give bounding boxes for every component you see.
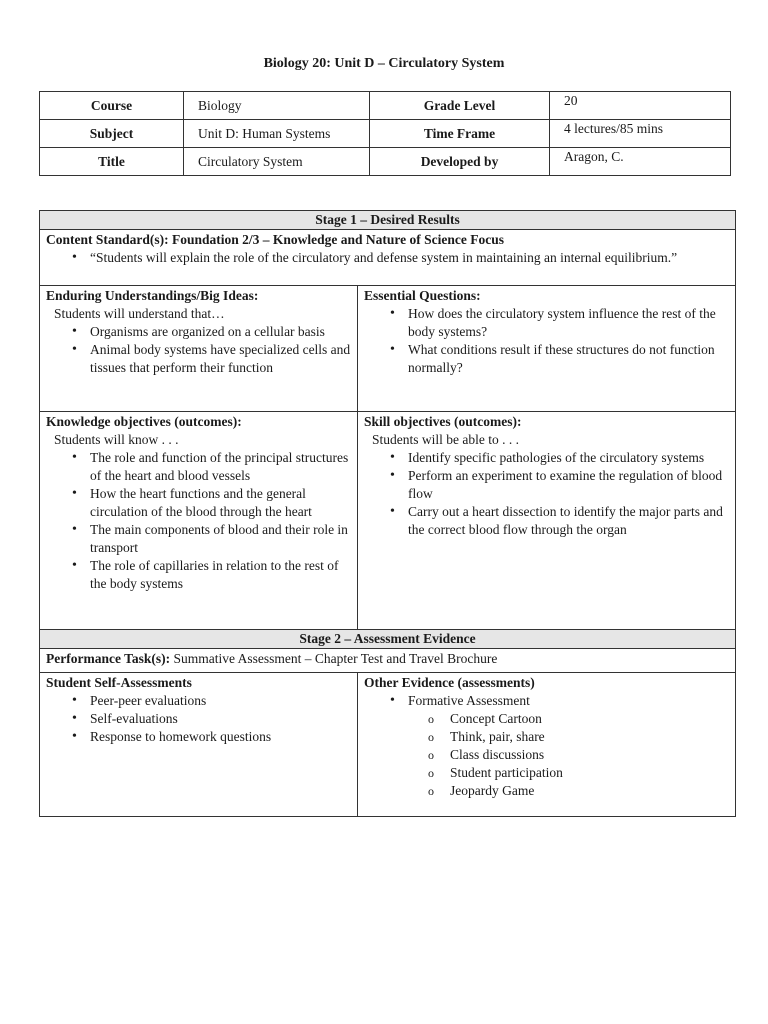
grade-level-label: Grade Level [370, 92, 550, 120]
self-assessments-title: Student Self-Assessments [46, 675, 192, 690]
list-item: o Class discussions [364, 746, 729, 764]
list-item: • Self-evaluations [46, 710, 351, 728]
list-item: • Peer-peer evaluations [46, 692, 351, 710]
stage2-header: Stage 2 – Assessment Evidence [40, 630, 736, 649]
knowledge-objectives-intro: Students will know . . . [54, 432, 179, 447]
self-assessments-cell [40, 673, 358, 817]
content-standard-cell [40, 230, 736, 286]
time-frame-value: 4 lectures/85 mins [550, 120, 731, 148]
subject-value: Unit D: Human Systems [184, 120, 370, 148]
list-item: • Organisms are organized on a cellular basis [46, 323, 351, 341]
list-item: • The role and function of the principal structures of the heart and blood vessels [46, 449, 351, 485]
knowledge-objectives-cell [40, 412, 358, 630]
performance-task-label: Performance Task(s): [46, 651, 171, 666]
enduring-understandings-list [46, 323, 351, 377]
list-item: • Animal body systems have specialized cells and tissues that perform their function [46, 341, 351, 377]
knowledge-objectives-list [46, 449, 351, 593]
other-evidence-title: Other Evidence (assessments) [364, 675, 535, 690]
other-evidence-list [364, 692, 729, 710]
formative-assessment-list [364, 710, 729, 800]
skill-objectives-intro: Students will be able to . . . [372, 432, 519, 447]
list-item: • Carry out a heart dissection to identify the major parts and the correct blood flow through the organ [364, 503, 729, 539]
content-standard-title: Content Standard(s): Foundation 2/3 – Knowledge and Nature of Science Focus [46, 232, 505, 247]
skill-objectives-cell [358, 412, 736, 630]
self-assessments-list [46, 692, 351, 746]
developed-by-value: Aragon, C. [550, 148, 731, 176]
other-evidence-cell [358, 673, 736, 817]
list-item: • The role of capillaries in relation to the rest of the body systems [46, 557, 351, 593]
developed-by-label: Developed by [370, 148, 550, 176]
content-standard-list [46, 249, 729, 267]
list-item: • What conditions result if these structures do not function normally? [364, 341, 729, 377]
essential-questions-title: Essential Questions: [364, 288, 481, 303]
enduring-understandings-cell [40, 286, 358, 412]
skill-objectives-list [364, 449, 729, 539]
title-label: Title [40, 148, 184, 176]
course-label: Course [40, 92, 184, 120]
time-frame-label: Time Frame [370, 120, 550, 148]
essential-questions-cell [358, 286, 736, 412]
list-item: • How the heart functions and the general circulation of the blood through the heart [46, 485, 351, 521]
list-item: • “Students will explain the role of the circulatory and defense system in maintaining an internal equilibrium.” [46, 249, 729, 267]
enduring-understandings-intro: Students will understand that… [54, 306, 225, 321]
performance-task-value: Summative Assessment – Chapter Test and Travel Brochure [170, 651, 498, 666]
list-item: o Jeopardy Game [364, 782, 729, 800]
list-item: o Student participation [364, 764, 729, 782]
performance-task-cell [40, 649, 736, 673]
list-item: o Concept Cartoon [364, 710, 729, 728]
list-item: • How does the circulatory system influence the rest of the body systems? [364, 305, 729, 341]
essential-questions-list [364, 305, 729, 377]
grade-level-value: 20 [550, 92, 731, 120]
course-value: Biology [184, 92, 370, 120]
course-info-table [39, 91, 731, 176]
list-item: • Identify specific pathologies of the circulatory systems [364, 449, 729, 467]
stage1-header: Stage 1 – Desired Results [40, 211, 736, 230]
subject-label: Subject [40, 120, 184, 148]
title-value: Circulatory System [184, 148, 370, 176]
list-item: • Perform an experiment to examine the regulation of blood flow [364, 467, 729, 503]
skill-objectives-title: Skill objectives (outcomes): [364, 414, 522, 429]
list-item: • Response to homework questions [46, 728, 351, 746]
list-item: • Formative Assessment [364, 692, 729, 710]
list-item: • The main components of blood and their role in transport [46, 521, 351, 557]
enduring-understandings-title: Enduring Understandings/Big Ideas: [46, 288, 259, 303]
document-title: Biology 20: Unit D – Circulatory System [263, 56, 505, 71]
unit-plan-table [39, 210, 736, 817]
list-item: o Think, pair, share [364, 728, 729, 746]
knowledge-objectives-title: Knowledge objectives (outcomes): [46, 414, 242, 429]
